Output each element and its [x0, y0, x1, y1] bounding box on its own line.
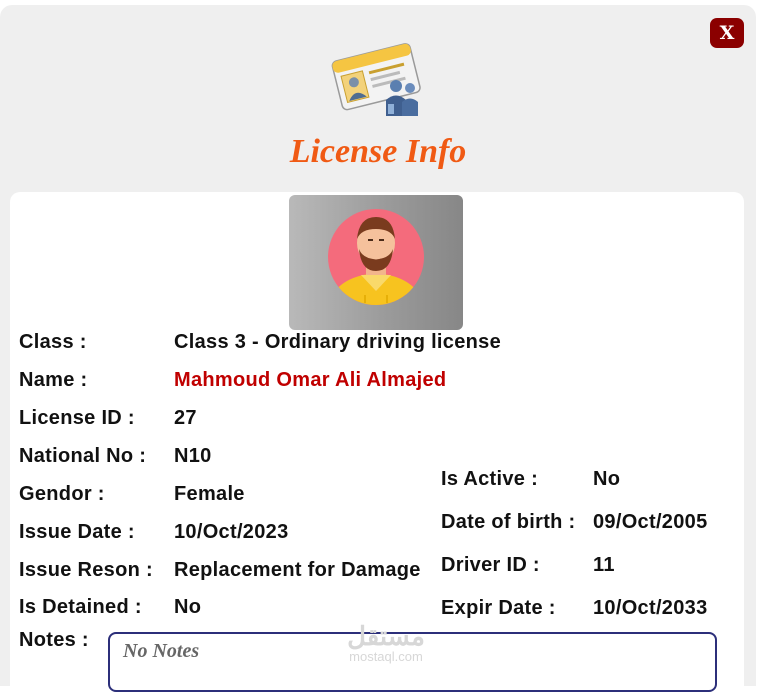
expiry-date-value: 10/Oct/2033: [593, 597, 708, 619]
issue-date-label: Issue Date :: [19, 521, 135, 543]
watermark-arabic: مستقل: [347, 621, 425, 651]
gender-label: Gendor :: [19, 483, 105, 505]
class-value: Class 3 - Ordinary driving license: [174, 331, 501, 353]
expiry-date-label: Expir Date :: [441, 597, 556, 619]
page-title: License Info: [289, 133, 467, 170]
is-active-label: Is Active :: [441, 468, 539, 490]
driver-id-label: Driver ID :: [441, 554, 540, 576]
watermark: [336, 622, 436, 664]
notes-label: Notes :: [19, 629, 89, 651]
is-detained-value: No: [174, 596, 202, 618]
license-id-value: 27: [174, 407, 197, 429]
issue-date-value: 10/Oct/2023: [174, 521, 289, 543]
date-of-birth-label: Date of birth :: [441, 511, 576, 533]
date-of-birth-value: 09/Oct/2005: [593, 511, 708, 533]
class-label: Class :: [19, 331, 87, 353]
is-active-value: No: [593, 468, 621, 490]
license-id-label: License ID :: [19, 407, 135, 429]
national-no-value: N10: [174, 445, 212, 467]
gender-value: Female: [174, 483, 245, 505]
close-button[interactable]: X: [710, 18, 744, 48]
watermark-latin: mostaql.com: [349, 649, 423, 664]
national-no-label: National No :: [19, 445, 147, 467]
name-value: Mahmoud Omar Ali Almajed: [174, 369, 447, 391]
is-detained-label: Is Detained :: [19, 596, 142, 618]
person-avatar-icon: [289, 195, 463, 330]
issue-reason-value: Replacement for Damage: [174, 559, 421, 581]
driver-id-value: 11: [593, 554, 615, 576]
notes-value: No Notes: [123, 640, 200, 662]
driver-photo: [289, 195, 463, 330]
license-card-icon: [330, 38, 426, 118]
name-label: Name :: [19, 369, 88, 391]
issue-reason-label: Issue Reson :: [19, 559, 153, 581]
